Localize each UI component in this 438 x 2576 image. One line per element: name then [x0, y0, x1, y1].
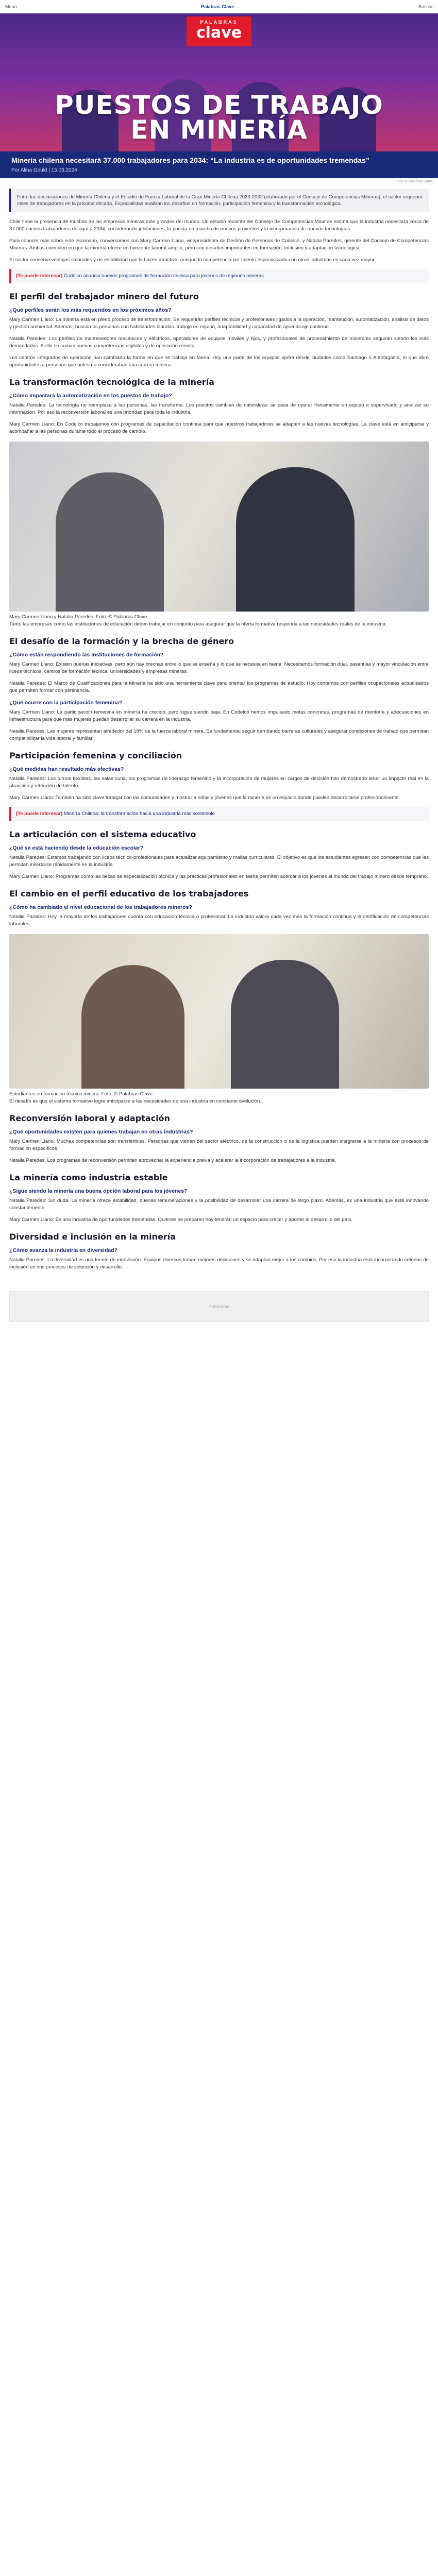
- article-lead: Entre las declaraciones de Minería Chilena y el Estudio de Fuerza Laboral de la Gran Minería Chilena 2023-2032 (elaborado por el Consejo de Competencias Mineras), el sector requerirá miles de trabajadores en la próxima década. Especialistas analizan los desafíos en formación, participación femenina y la transformación tecnológica.: [9, 189, 429, 212]
- hero-banner: [0, 13, 438, 178]
- question: ¿Qué perfiles serán los más requeridos en los próximos años?: [9, 307, 172, 313]
- question: ¿Cómo ha cambiado el nivel educacional de los trabajadores mineros?: [9, 904, 192, 910]
- section-heading: El cambio en el perfil educativo de los trabajadores: [9, 889, 249, 899]
- paragraph: Mary Carmen Llano: La minería está en pleno proceso de transformación. Se requerirán perfiles técnicos y profesionales ligados a la operación, mantención, automatización, análisis de datos y gestión ambiental. Además, buscamos personas con habilidades blandas: trabajo en equipo, adaptabilidad y capacidad de aprendizaje continuo.: [9, 317, 429, 330]
- paragraph: Natalia Paredes: Los programas de reconversión permiten aprovechar la experiencia previa y acelerar la incorporación de trabajadores a la industria.: [9, 1158, 336, 1163]
- question: ¿Sigue siendo la minería una buena opción laboral para los jóvenes?: [9, 1188, 188, 1194]
- paragraph: Mary Carmen Llano: También ha sido clave trabajar con las comunidades y mostrar a niñas y jóvenes que la minería es un espacio donde pueden desarrollarse profesionalmente.: [9, 795, 400, 801]
- photo-person: [236, 467, 355, 612]
- paragraph: Mary Carmen Llano: Muchas competencias son transferibles. Personas que vienen del sector eléctrico, de la construcción o de la logística pueden integrarse a la minería con procesos de formación específicos.: [9, 1139, 429, 1151]
- paragraph: Natalia Paredes: Los perfiles de mantenedores mecánicos y eléctricos, operadores de equipos móviles y fijos, y profesionales de procesamiento de minerales seguirán siendo los más demandados. A ello se suman nuevas competencias digitales y de operación remota.: [9, 336, 429, 349]
- question: ¿Cómo impactará la automatización en los puestos de trabajo?: [9, 393, 172, 399]
- paragraph: Mary Carmen Llano: En Codelco trabajamos con programas de capacitación continua para que nuestros trabajadores se adapten a las nuevas tecnologías. La clave está en anticiparse y acompañar a las personas durante todo el proceso de cambio.: [9, 421, 429, 434]
- question: ¿Qué ocurre con la participación femenina?: [9, 700, 123, 706]
- question: ¿Qué medidas han resultado más efectivas?: [9, 766, 124, 772]
- question: ¿Qué se está haciendo desde la educación escolar?: [9, 845, 144, 851]
- photo-person: [231, 960, 339, 1089]
- related-label: [Te puede interesar]: [16, 273, 63, 279]
- headline-bar: [0, 151, 438, 178]
- question: ¿Cómo están respondiendo las instituciones de formación?: [9, 652, 164, 658]
- photo-person: [81, 965, 184, 1089]
- question: ¿Cómo avanza la industria en diversidad?: [9, 1247, 118, 1253]
- ad-slot[interactable]: Publicidad: [9, 1291, 429, 1322]
- article-photo: [9, 442, 429, 612]
- paragraph: Natalia Paredes: Sin duda. La minería ofrece estabilidad, buenas remuneraciones y la posibilidad de desarrollar una carrera de largo plazo. Además, es una industria que está innovando constantemente.: [9, 1198, 429, 1211]
- site-logo[interactable]: [187, 16, 251, 46]
- paragraph: Natalia Paredes: El Marco de Cualificaciones para la Minería ha sido una herramienta clave para orientar los programas de estudio. Hoy contamos con perfiles ocupacionales actualizados que permiten formar con pertinencia.: [9, 681, 429, 693]
- paragraph: Natalia Paredes: La tecnología no reemplaza a las personas, las transforma. Los puestos cambian de naturaleza: se pasa de operar físicamente un equipo a supervisarlo y analizar su información. Por eso la reconversión laboral es una prioridad para toda la industria.: [9, 402, 429, 415]
- headline-title: Minería chilena necesitará 37.000 trabajadores para 2034: “La industria es de oportunidades tremendas”: [11, 156, 369, 164]
- related-link[interactable]: Minería Chilena: la transformación hacia una industria más sostenible: [63, 811, 215, 817]
- section-heading: Reconversión laboral y adaptación: [9, 1113, 170, 1123]
- section-heading: La minería como industria estable: [9, 1173, 168, 1182]
- brand-name[interactable]: Palabras Clave: [201, 4, 234, 9]
- question: ¿Qué oportunidades existen para quienes trabajan en otras industrias?: [9, 1129, 193, 1135]
- paragraph: Natalia Paredes: Los turnos flexibles, las salas cuna, los programas de liderazgo femenino y la incorporación de mujeres en cargos de decisión han demostrado tener un impacto real en la atracción y retención de talento.: [9, 776, 429, 789]
- top-bar: [0, 0, 438, 13]
- photo-caption: Mary Carmen Llano y Natalia Paredes. Foto: © Palabras Clave: [9, 614, 147, 620]
- related-note: [9, 807, 429, 821]
- related-note: [9, 269, 429, 283]
- hero-credit: Foto: © Palabras Clave: [395, 180, 433, 183]
- paragraph: Mary Carmen Llano: Programas como las becas de especialización técnica y las prácticas profesionales en faena permiten acercar a los jóvenes al mundo del trabajo minero desde temprano.: [9, 874, 428, 879]
- paragraph: Mary Carmen Llano: Es una industria de oportunidades tremendas. Quienes se preparen hoy tendrán un espacio para crecer y aportar al desarrollo del país.: [9, 1217, 353, 1223]
- paragraph: Los centros integrados de operación han cambiado la forma en que se trabaja en faena. Hoy una parte de los equipos opera desde ciudades como Santiago o Antofagasta, lo que abre oportunidades a personas que antes no consideraban una carrera minera.: [9, 355, 429, 368]
- paragraph: Tanto las empresas como las instituciones de educación deben trabajar en conjunto para asegurar que la oferta formativa responda a las necesidades reales de la industria.: [9, 621, 387, 627]
- related-link[interactable]: Codelco anuncia nuevos programas de formación técnica para jóvenes de regiones mineras: [63, 273, 264, 279]
- paragraph: El sector conserva ventajas salariales y de estabilidad que la hacen atractiva, aunque la competencia por talento especializado con otras industrias es cada vez mayor.: [9, 257, 376, 263]
- paragraph: Natalia Paredes: Las mujeres representan alrededor del 18% de la fuerza laboral minera. Es fundamental seguir derribando barreras culturales y asegurar condiciones de trabajo que permitan compatibilizar la vida laboral y familiar.: [9, 728, 429, 741]
- paragraph: Mary Carmen Llano: Existen buenas iniciativas, pero aún hay brechas entre lo que se enseña y lo que se necesita en faena. Necesitamos formación dual, pasantías y mayor vinculación entre liceos técnicos, centros de formación técnica, universidades y empresas mineras.: [9, 662, 429, 674]
- search-button[interactable]: Buscar: [418, 4, 433, 9]
- article-photo: [9, 934, 429, 1089]
- related-label: [Te puede interesar]: [16, 811, 63, 817]
- section-heading: La transformación tecnológica de la minería: [9, 377, 214, 387]
- paragraph: El desafío es que el sistema formativo logre anticiparse a las necesidades de una industria en constante evolución.: [9, 1098, 262, 1104]
- article-body: [0, 212, 438, 1286]
- section-heading: La articulación con el sistema educativo: [9, 829, 196, 839]
- logo-main-text: clave: [196, 24, 242, 42]
- paragraph: Natalia Paredes: La diversidad es una fuente de innovación. Equipos diversos toman mejores decisiones y se adaptan mejor a los cambios. Por eso la industria está incorporando criterios de inclusión en sus procesos de selección y desarrollo.: [9, 1257, 429, 1270]
- menu-button[interactable]: Menú: [5, 4, 17, 9]
- paragraph: Natalia Paredes: Hoy la mayoría de los trabajadores cuenta con educación técnica o profesional. La industria valora cada vez más la formación continua y la certificación de competencias laborales.: [9, 914, 429, 927]
- paragraph: Natalia Paredes: Estamos trabajando con liceos técnico-profesionales para actualizar equipamiento y mallas curriculares. El objetivo es que los estudiantes egresen con competencias que les permitan insertarse rápidamente en la industria.: [9, 855, 429, 868]
- logo-top-text: PALABRAS: [200, 20, 238, 25]
- hero-title: [0, 90, 438, 145]
- photo-caption: Estudiantes en formación técnica minera. Foto: © Palabras Clave: [9, 1091, 153, 1097]
- section-heading: El perfil del trabajador minero del futuro: [9, 292, 199, 301]
- section-heading: Participación femenina y conciliación: [9, 751, 182, 760]
- paragraph: Chile tiene la presencia de muchas de las empresas mineras más grandes del mundo. Un estudio reciente del Consejo de Competencias Mineras estima que la industria necesitará cerca de 37.000 nuevos trabajadores de aquí a 2034, considerando jubilaciones, la puesta en marcha de nuevos proyectos y la incorporación de nuevas tecnologías.: [9, 219, 429, 232]
- paragraph: Mary Carmen Llano: La participación femenina en minería ha crecido, pero sigue siendo baja. En Codelco hemos impulsado metas concretas, programas de mentoría y adecuaciones en infraestructura para que más mujeres puedan desarrollar su carrera en la industria.: [9, 709, 429, 722]
- hero-title-line1: PUESTOS DE TRABAJO: [55, 90, 383, 120]
- section-heading: Diversidad e inclusión en la minería: [9, 1232, 176, 1242]
- photo-person: [56, 472, 164, 612]
- headline-byline: Por Alina Gould | 15.03.2024: [11, 167, 77, 173]
- section-heading: El desafío de la formación y la brecha de género: [9, 636, 234, 646]
- paragraph: Para conocer más sobre este escenario, conversamos con Mary Carmen Llano, vicepresidenta de Gestión de Personas de Codelco, y Natalia Paredes, gerente del Consejo de Competencias Mineras. Ambas coinciden en que la minería ofrece un horizonte laboral amplio, pero con desafíos importantes en formación, inclusión y adaptación tecnológica.: [9, 238, 429, 251]
- hero-title-line2: EN MINERÍA: [130, 115, 308, 145]
